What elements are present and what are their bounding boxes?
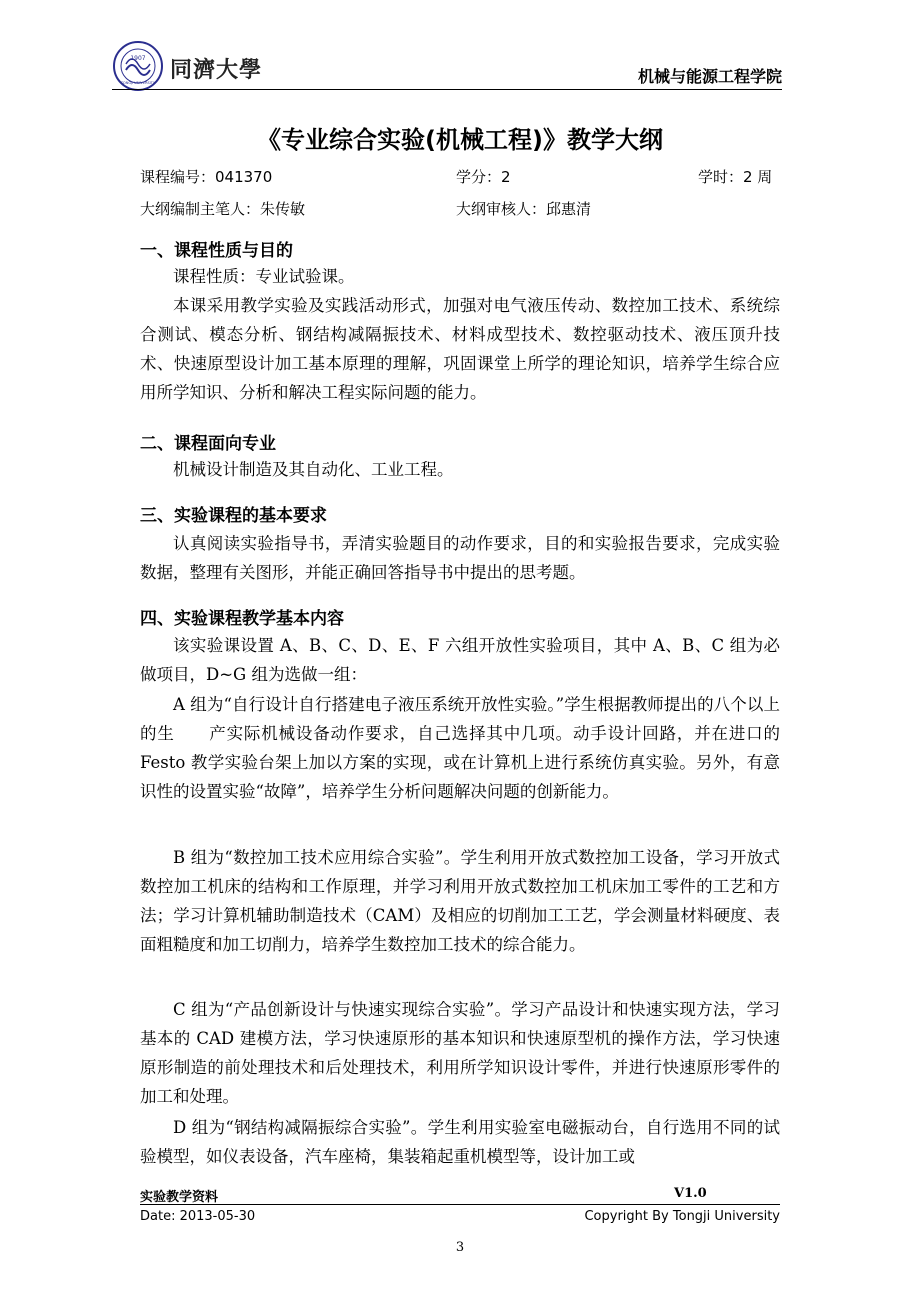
footer-divider (140, 1204, 780, 1205)
page-header (112, 40, 782, 92)
school-name: 机械与能源工程学院 (637, 67, 782, 86)
page-number: 3 (455, 1240, 465, 1255)
university-name-logo: 同濟大學 (170, 57, 263, 83)
section-heading: 二、课程面向专业 (140, 434, 276, 454)
paragraph: A 组为“自行设计自行搭建电子液压系统开放性实验。”学生根据教师提出的八个以上的生 产实际机械设备动作要求，自己选择其中几项。动手设计回路，并在进口的 Festo 教学实验台架上加以方案的实现，或在计算机上进行系统仿真实验。另外，有意识性的设置实验“故障”，培养学生分析问题解决问题的创新能力。 (140, 695, 780, 801)
paragraph: 认真阅读实验指导书，弄清实验题目的动作要求，目的和实验报告要求，完成实验数据，整理有关图形，并能正确回答指导书中提出的思考题。 (140, 534, 780, 582)
paragraph: C 组为“产品创新设计与快速实现综合实验”。学习产品设计和快速实现方法，学习基本的 CAD 建模方法，学习快速原形的基本知识和快速原型机的操作方法，学习快速原形制造的前处理技术和后处理技术，利用所学知识设计零件，并进行快速原形零件的加工和处理。 (140, 1000, 780, 1106)
course-code: 课程编号：041370 (140, 168, 273, 186)
footer-version: V1.0 (674, 1186, 707, 1201)
course-credits: 学分：2 (456, 168, 511, 186)
paragraph: 本课采用教学实验及实践活动形式，加强对电气液压传动、数控加工技术、系统综合测试、模态分析、钢结构减隔振技术、材料成型技术、数控驱动技术、液压顶升技术、快速原型设计加工基本原理的理解，巩固课堂上所学的理论知识，培养学生综合应用所学知识、分析和解决工程实际问题的能力。 (140, 296, 780, 402)
footer-date: Date: 2013-05-30 (140, 1209, 256, 1224)
syllabus-reviewer: 大纲审核人：邱惠清 (456, 200, 592, 218)
header-divider (112, 89, 782, 90)
document-title: 《专业综合实验(机械工程)》教学大纲 (257, 126, 663, 154)
seal-year: 1907 (130, 55, 146, 62)
section-heading: 四、实验课程教学基本内容 (140, 609, 344, 629)
paragraph: D 组为“钢结构减隔振综合实验”。学生利用实验室电磁振动台，自行选用不同的试验模型，如仪表设备，汽车座椅，集装箱起重机模型等，设计加工或 (140, 1118, 780, 1166)
paragraph: 机械设计制造及其自动化、工业工程。 (173, 460, 454, 479)
paragraph: B 组为“数控加工技术应用综合实验”。学生利用开放式数控加工设备，学习开放式数控加工机床的结构和工作原理，并学习利用开放式数控加工机床加工零件的工艺和方法；学习计算机辅助制造技术（CAM）及相应的切削加工工艺，学会测量材料硬度、表面粗糙度和加工切削力，培养学生数控加工技术的综合能力。 (140, 848, 780, 954)
syllabus-author: 大纲编制主笔人：朱传敏 (140, 200, 306, 218)
seal-text: TONGJI UNIVERSITY (120, 81, 156, 85)
university-seal-icon (112, 40, 164, 92)
section-heading: 三、实验课程的基本要求 (140, 506, 327, 526)
footer-label: 实验教学资料 (140, 1190, 219, 1205)
section-heading: 一、课程性质与目的 (140, 241, 293, 261)
course-hours: 学时：2 周 (698, 168, 773, 186)
paragraph: 课程性质：专业试验课。 (173, 267, 355, 286)
footer-copyright: Copyright By Tongji University (584, 1209, 780, 1224)
paragraph: 该实验课设置 A、B、C、D、E、F 六组开放性实验项目，其中 A、B、C 组为必做项目，D~G 组为选做一组： (140, 636, 780, 684)
